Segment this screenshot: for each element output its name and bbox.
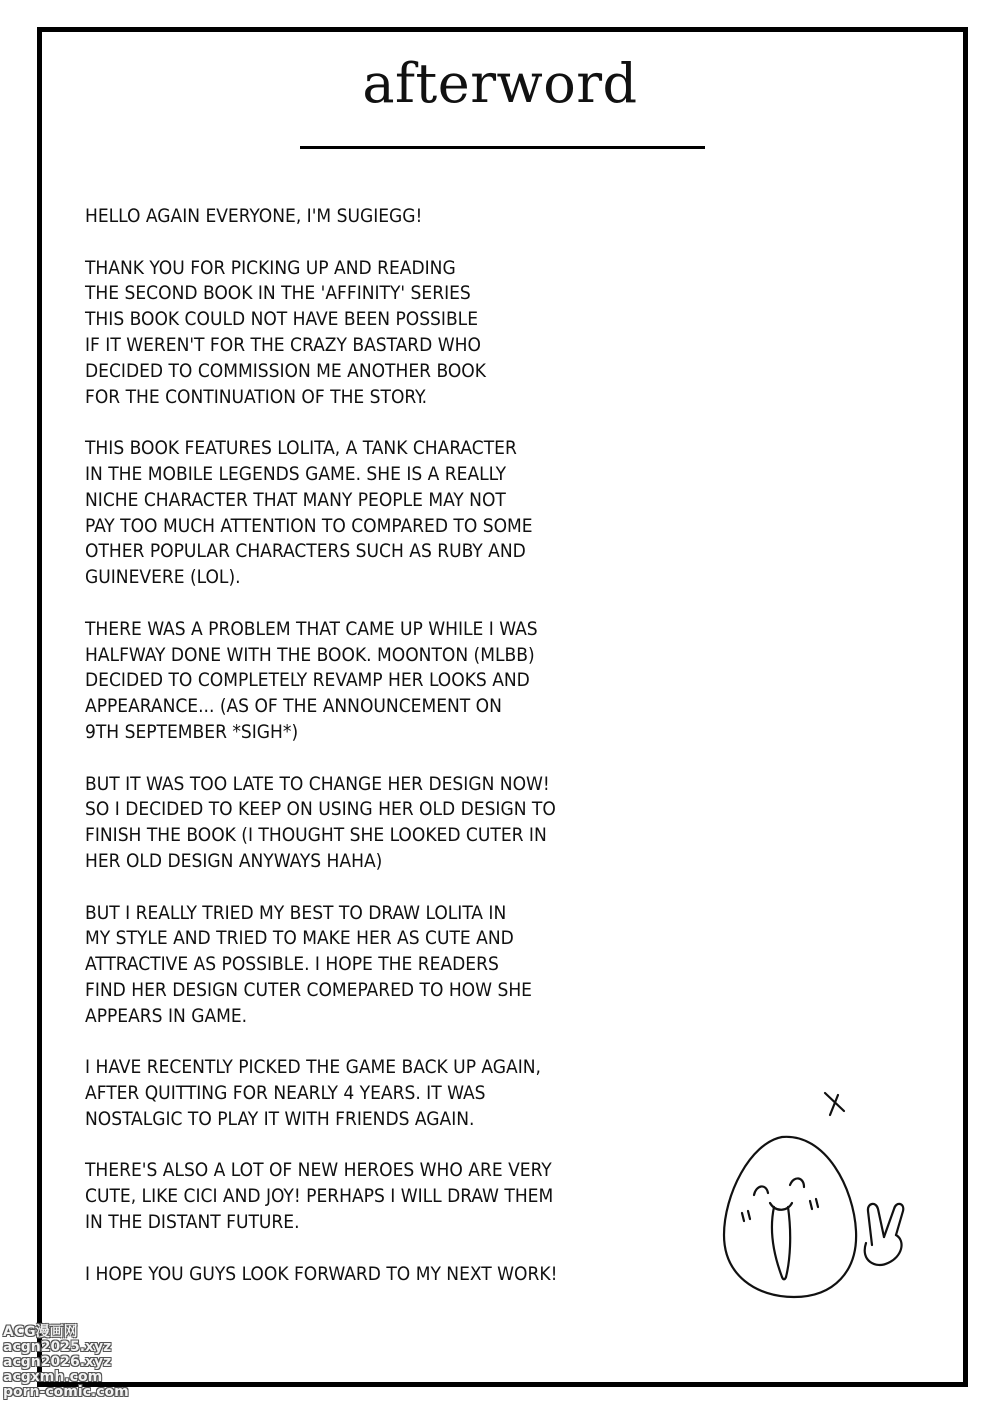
paragraph-new-heroes: THERE'S ALSO A LOT OF NEW HEROES WHO ARE VERY CUTE, LIKE CICI AND JOY! PERHAPS I WILL DRAW THEM IN THE DISTANT FUTURE. [85,1159,554,1234]
paragraph-revamp-problem: THERE WAS A PROBLEM THAT CAME UP WHILE I WAS HALFWAY DONE WITH THE BOOK. MOONTON (MLBB) DECIDED TO COMPLETELY REVAMP HER LOOKS AND APPEARANCE... (AS OF THE ANNOUNCEMENT ON 9TH SEPTEMBER *SIGH*) [85,617,538,743]
watermark-line: acgn2026.xyz [3,1354,112,1370]
paragraph-greeting: HELLO AGAIN EVERYONE, I'M SUGIEGG! [85,205,423,227]
page-title: afterword [362,52,638,115]
watermark-line: ACG漫画网 [3,1324,78,1340]
paragraph-closing: I HOPE YOU GUYS LOOK FORWARD TO MY NEXT WORK! [85,1262,558,1285]
title-underline [300,146,705,149]
watermark-line: acgxmh.com [3,1369,103,1385]
afterword-body [85,204,725,1313]
paragraph-old-design: BUT IT WAS TOO LATE TO CHANGE HER DESIGN NOW! SO I DECIDED TO KEEP ON USING HER OLD DESIGN TO FINISH THE BOOK (I THOUGHT SHE LOOKED CUTER IN HER OLD DESIGN ANYWAYS HAHA) [85,772,556,872]
watermark-line: acgn2025.xyz [3,1339,112,1355]
paragraph-thanks: THANK YOU FOR PICKING UP AND READING THE SECOND BOOK IN THE 'AFFINITY' SERIES THIS BOOK COULD NOT HAVE BEEN POSSIBLE IF IT WEREN'T FOR THE CRAZY BASTARD WHO DECIDED TO COMMISSION ME ANOTHER BOOK FOR THE CONTINUATION OF THE STORY. [85,256,486,408]
paragraph-lolita-intro: THIS BOOK FEATURES LOLITA, A TANK CHARACTER IN THE MOBILE LEGENDS GAME. SHE IS A REALLY NICHE CHARACTER THAT MANY PEOPLE MAY NOT PAY TOO MUCH ATTENTION TO COMPARED TO SOME OTHER POPULAR CHARACTERS SUCH AS RUBY AND GUINEVERE (LOL). [85,437,533,589]
paragraph-game-return: I HAVE RECENTLY PICKED THE GAME BACK UP AGAIN, AFTER QUITTING FOR NEARLY 4 YEARS. IT WAS NOSTALGIC TO PLAY IT WITH FRIENDS AGAIN. [85,1056,541,1130]
site-watermark [3,1325,153,1400]
paragraph-style-effort: BUT I REALLY TRIED MY BEST TO DRAW LOLITA IN MY STYLE AND TRIED TO MAKE HER AS CUTE AND ATTRACTIVE AS POSSIBLE. I HOPE THE READERS FIND HER DESIGN CUTER COMEPARED TO HOW SHE APPEARS IN GAME. [85,901,532,1027]
watermark-line: porn-comic.com [3,1384,129,1400]
egg-mascot-peace-sign-icon [710,1085,920,1305]
